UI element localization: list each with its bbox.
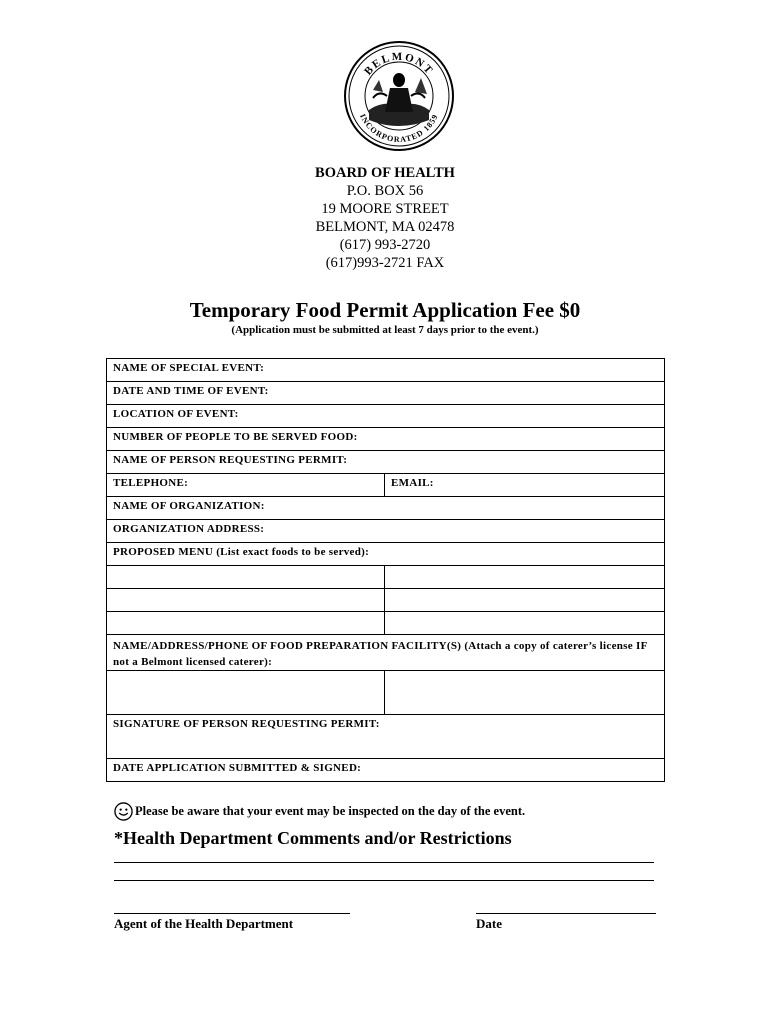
facility-cell[interactable]	[107, 671, 385, 715]
agent-label: Agent of the Health Department	[114, 916, 294, 931]
agent-signature-line[interactable]	[114, 913, 350, 914]
date-signature-line[interactable]	[476, 913, 656, 914]
address-line: 19 MOORE STREET	[321, 201, 449, 217]
menu-item-cell[interactable]	[385, 566, 665, 589]
email-field[interactable]: EMAIL:	[385, 474, 665, 497]
fax-line: (617)993-2721 FAX	[325, 255, 445, 271]
facility-cell[interactable]	[385, 671, 665, 715]
location-field[interactable]: LOCATION OF EVENT:	[107, 405, 665, 428]
menu-item-cell[interactable]	[385, 612, 665, 635]
inspection-notice	[114, 802, 525, 821]
menu-label: PROPOSED MENU (List exact foods to be served):	[107, 543, 665, 566]
facility-label: NAME/ADDRESS/PHONE OF FOOD PREPARATION FACILITY(S) (Attach a copy of caterer’s license IF not a Belmont licensed caterer):	[107, 635, 665, 671]
menu-item-cell[interactable]	[107, 589, 385, 612]
phone-line: (617) 993-2720	[339, 237, 431, 253]
seal-bottom-text: INCORPORATED 1859	[358, 112, 440, 145]
special-event-field[interactable]: NAME OF SPECIAL EVENT:	[107, 359, 665, 382]
seal-top-text: BELMONT	[362, 50, 436, 78]
date-time-field[interactable]: DATE AND TIME OF EVENT:	[107, 382, 665, 405]
application-form	[106, 358, 665, 782]
organization-field[interactable]: NAME OF ORGANIZATION:	[107, 497, 665, 520]
telephone-field[interactable]: TELEPHONE:	[107, 474, 385, 497]
comments-heading: *Health Department Comments and/or Restrictions	[114, 828, 512, 848]
signature-field[interactable]: SIGNATURE OF PERSON REQUESTING PERMIT:	[107, 715, 665, 759]
page-subtitle: (Application must be submitted at least 7 days prior to the event.)	[231, 324, 539, 336]
page-title: Temporary Food Permit Application Fee $0	[189, 298, 581, 322]
person-requesting-field[interactable]: NAME OF PERSON REQUESTING PERMIT:	[107, 451, 665, 474]
org-name: BOARD OF HEALTH	[315, 165, 455, 181]
address-line: P.O. BOX 56	[346, 183, 424, 199]
notice-text: Please be aware that your event may be inspected on the day of the event.	[135, 804, 526, 818]
org-address-field[interactable]: ORGANIZATION ADDRESS:	[107, 520, 665, 543]
number-served-field[interactable]: NUMBER OF PEOPLE TO BE SERVED FOOD:	[107, 428, 665, 451]
comment-line[interactable]	[114, 880, 654, 881]
menu-item-cell[interactable]	[107, 612, 385, 635]
town-seal-icon	[343, 40, 455, 152]
date-submitted-field[interactable]: DATE APPLICATION SUBMITTED & SIGNED:	[107, 759, 665, 782]
smiley-icon	[114, 802, 133, 821]
menu-item-cell[interactable]	[107, 566, 385, 589]
address-line: BELMONT, MA 02478	[315, 219, 455, 235]
comment-line[interactable]	[114, 862, 654, 863]
address-block	[0, 164, 770, 272]
date-label: Date	[476, 916, 502, 931]
menu-item-cell[interactable]	[385, 589, 665, 612]
